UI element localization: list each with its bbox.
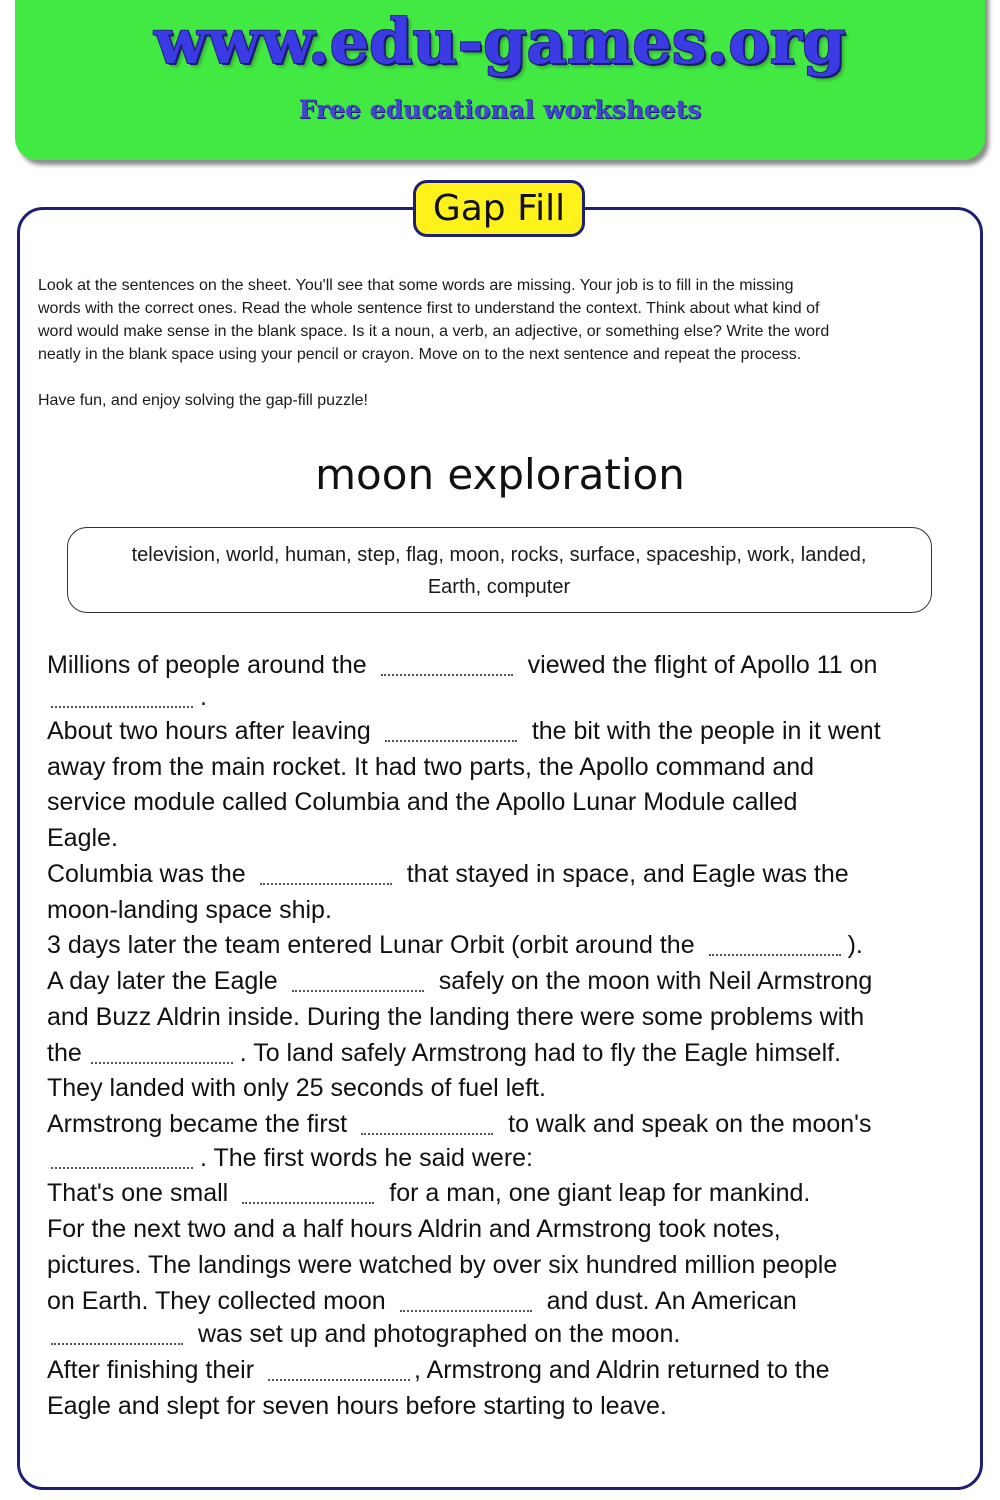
answer-blank[interactable]: [361, 1133, 493, 1135]
passage-text: A day later the Eagle: [47, 967, 278, 995]
answer-blank[interactable]: [381, 674, 513, 676]
answer-blank[interactable]: [385, 740, 517, 742]
passage-text: Millions of people around the: [47, 651, 367, 679]
passage-text: .: [200, 683, 207, 711]
passage-line: Eagle.: [47, 824, 118, 852]
word-bank-line: Earth, computer: [427, 576, 571, 598]
passage-line: [47, 856, 849, 892]
word-bank: [67, 527, 932, 613]
passage-line: [47, 1035, 841, 1071]
answer-blank[interactable]: [268, 1379, 410, 1381]
answer-blank[interactable]: [51, 1167, 193, 1169]
instructions-closing: Have fun, and enjoy solving the gap-fill puzzle!: [38, 392, 368, 409]
passage-text: . The first words he said were:: [200, 1144, 534, 1172]
passage-text: for a man, one giant leap for mankind.: [389, 1179, 811, 1207]
instructions-line: neatly in the blank space using your pencil or crayon. Move on to the next sentence and repeat the process.: [38, 346, 802, 363]
passage-line: [47, 1140, 533, 1176]
passage-line: [47, 713, 881, 749]
passage-text: to walk and speak on the moon's: [508, 1110, 872, 1138]
instructions: [38, 274, 968, 412]
passage-line: [47, 927, 863, 963]
passage-text: that stayed in space, and Eagle was the: [406, 860, 849, 888]
instructions-line: words with the correct ones. Read the whole sentence first to understand the context. Think about what kind of: [38, 300, 820, 317]
passage-text: safely on the moon with Neil Armstrong: [438, 967, 873, 995]
passage-text: the bit with the people in it went: [531, 717, 881, 745]
passage-text: and dust. An American: [546, 1287, 797, 1315]
answer-blank[interactable]: [242, 1202, 374, 1204]
answer-blank[interactable]: [51, 706, 193, 708]
passage-text: Armstrong became the first: [47, 1110, 348, 1138]
passage-text: After finishing their: [47, 1356, 255, 1384]
passage-text: , Armstrong and Aldrin returned to the: [414, 1356, 830, 1384]
answer-blank[interactable]: [260, 883, 392, 885]
word-bank-line: television, world, human, step, flag, moon, rocks, surface, spaceship, work, landed,: [131, 544, 867, 566]
passage-text: viewed the flight of Apollo 11 on: [527, 651, 878, 679]
passage-text: That's one small: [47, 1179, 229, 1207]
answer-blank[interactable]: [400, 1310, 532, 1312]
passage-line: [47, 1283, 797, 1319]
passage-line: [47, 1352, 830, 1388]
passage-line: Eagle and slept for seven hours before starting to leave.: [47, 1392, 667, 1420]
passage-line: [47, 647, 877, 683]
passage-line: [47, 1316, 680, 1352]
passage-line: pictures. The landings were watched by over six hundred million people: [47, 1251, 838, 1279]
instructions-spacer: [38, 366, 968, 389]
answer-blank[interactable]: [91, 1062, 233, 1064]
instructions-line: Look at the sentences on the sheet. You'll see that some words are missing. Your job is to fill in the missing: [38, 277, 794, 294]
passage-line: [47, 963, 872, 999]
instructions-line: word would make sense in the blank space. Is it a noun, a verb, an adjective, or something else? Write the word: [38, 323, 830, 340]
passage-line: [47, 1106, 871, 1142]
passage-line: For the next two and a half hours Aldrin and Armstrong took notes,: [47, 1215, 781, 1243]
worksheet-type-badge: Gap Fill: [413, 180, 585, 237]
passage-text: ).: [847, 931, 863, 959]
passage-text: on Earth. They collected moon: [47, 1287, 386, 1315]
passage-line: service module called Columbia and the Apollo Lunar Module called: [47, 788, 798, 816]
passage-line: [47, 679, 207, 715]
passage-text: About two hours after leaving: [47, 717, 371, 745]
passage-line: moon-landing space ship.: [47, 896, 332, 924]
passage-text: Columbia was the: [47, 860, 246, 888]
answer-blank[interactable]: [292, 990, 424, 992]
answer-blank[interactable]: [51, 1343, 183, 1345]
passage-line: [47, 1175, 810, 1211]
passage-text: . To land safely Armstrong had to fly the Eagle himself.: [239, 1039, 842, 1067]
worksheet-title: moon exploration: [315, 450, 685, 499]
site-tagline: Free educational worksheets: [298, 95, 702, 124]
site-url-logo: www.edu-games.org: [154, 5, 846, 78]
passage-line: They landed with only 25 seconds of fuel left.: [47, 1074, 546, 1102]
answer-blank[interactable]: [709, 954, 841, 956]
passage-text: the: [47, 1039, 82, 1067]
passage-line: away from the main rocket. It had two parts, the Apollo command and: [47, 753, 815, 781]
passage-line: and Buzz Aldrin inside. During the landing there were some problems with: [47, 1003, 865, 1031]
passage-text: 3 days later the team entered Lunar Orbit (orbit around the: [47, 931, 695, 959]
passage-text: was set up and photographed on the moon.: [198, 1320, 681, 1348]
